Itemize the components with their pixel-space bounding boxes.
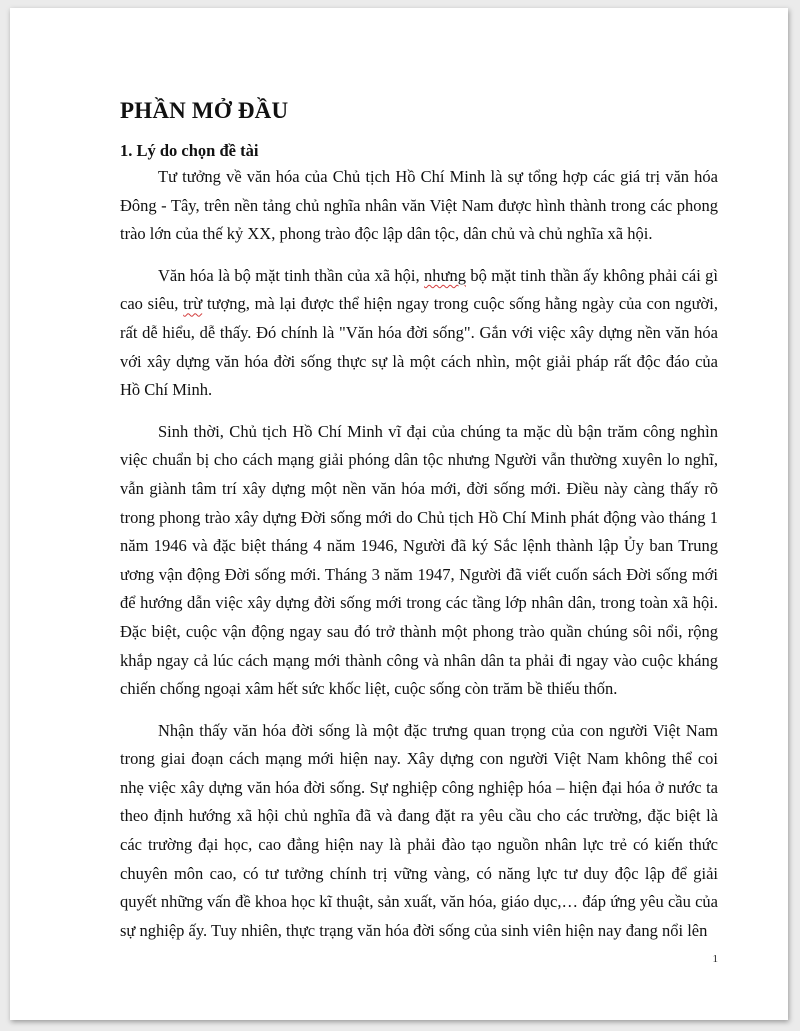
page-number: 1 (712, 953, 718, 965)
paragraph-2 (120, 262, 718, 405)
paragraph-4: Nhận thấy văn hóa đời sống là một đặc trưng quan trọng của con người Việt Nam trong giai đoạn cách mạng mới hiện nay. Xây dựng con người Việt Nam không thể coi nhẹ việc xây dựng văn hóa đời sống. Sự nghiệp công nghiệp hóa – hiện đại hóa ở nước ta theo định hướng xã hội chủ nghĩa đã và đang đặt ra yêu cầu cho các trường, đặc biệt là các trường đại học, cao đẳng hiện nay là phải đào tạo nguồn nhân lực trẻ có kiến thức chuyên môn cao, có tư tưởng chính trị vững vàng, có năng lực tư duy độc lập để giải quyết những vấn đề khoa học kĩ thuật, sản xuất, văn hóa, giáo dục,… đáp ứng yêu cầu của sự nghiệp ấy. Tuy nhiên, thực trạng văn hóa đời sống của sinh viên hiện nay đang nổi lên (120, 720, 718, 940)
section-title: 1. Lý do chọn đề tài (120, 141, 259, 160)
paragraph-2-text-a: Văn hóa là bộ mặt tinh thần của xã hội, (158, 265, 425, 285)
paragraph-2-text-c: tượng, mà lại được thể hiện ngay trong cuộc sống hằng ngày của con người, rất dễ hiểu, dễ thấy. Đó chính là "Văn hóa đời sống". Gắn với việc xây dựng nền văn hóa với xây dựng văn hóa đời sống thực sự là một cách nhìn, một giải pháp rất độc đáo của Hồ Chí Minh. (120, 294, 718, 400)
spellcheck-underlined-word: nhưng (424, 265, 466, 285)
paragraph-2-text-b: bộ mặt tinh thần ấy không phải cái gì cao siêu, (120, 265, 718, 314)
paragraph-3: Sinh thời, Chủ tịch Hồ Chí Minh vĩ đại của chúng ta mặc dù bận trăm công nghìn việc chuẩn bị cho cách mạng giải phóng dân tộc nhưng Người vẫn thường xuyên lo nghĩ, vẫn giành tâm trí xây dựng một nền văn hóa mới, đời sống mới. Điều này càng thấy rõ trong phong trào xây dựng Đời sống mới do Chủ tịch Hồ Chí Minh phát động vào tháng 1 năm 1946 và đặc biệt tháng 4 năm 1946, Người đã ký Sắc lệnh thành lập Ủy ban Trung ương vận động Đời sống mới. Tháng 3 năm 1947, Người đã viết cuốn sách Đời sống mới để hướng dẫn việc xây dựng đời sống mới trong các tầng lớp nhân dân, trong toàn xã hội. Đặc biệt, cuộc vận động ngay sau đó trở thành một phong trào quần chúng sôi nổi, rộng khắp ngay cả lúc cách mạng mới thành công và nhân dân ta phải đi ngay vào cuộc kháng chiến chống ngoại xâm hết sức khốc liệt, cuộc sống còn trăm bề thiếu thốn. (120, 421, 718, 699)
document-heading: PHẦN MỞ ĐẦU (120, 98, 289, 123)
paragraph-1: Tư tưởng về văn hóa của Chủ tịch Hồ Chí Minh là sự tổng hợp các giá trị văn hóa Đông - Tây, trên nền tảng chủ nghĩa nhân văn Việt Nam được hình thành trong các phong trào lớn của thế kỷ XX, phong trào độc lập dân tộc, dân chủ và chủ nghĩa xã hội. (120, 167, 718, 244)
document-page (10, 8, 788, 1020)
spellcheck-underlined-word: trừ (183, 294, 203, 314)
